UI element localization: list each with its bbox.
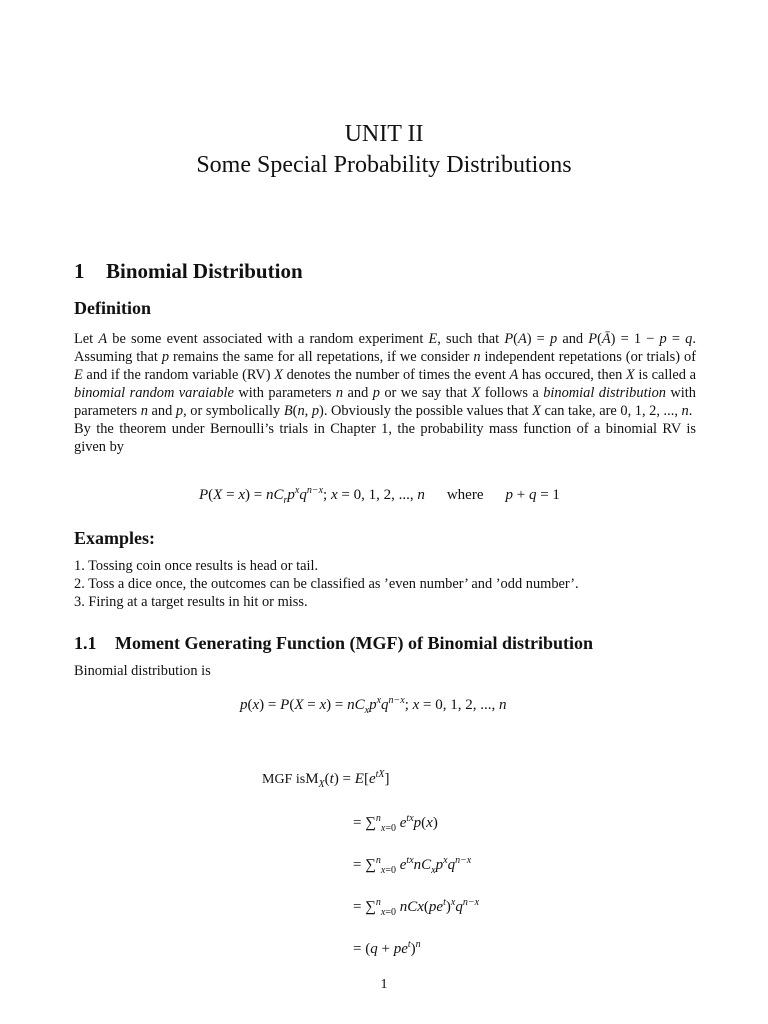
section-number: 1.1 — [74, 633, 97, 653]
binomial-pmf-equation-2: $p(x) = P(X = x) = nC_xp^xq^{n-x}$; x = 0, 1, 2, ..., n — [240, 695, 507, 716]
example-item: 1. Tossing coin once results is head or tail. — [74, 558, 319, 574]
section-1-heading — [74, 259, 303, 284]
document-title: Some Special Probability Distributions — [196, 152, 572, 178]
mgf-step-2: = ∑$^n_{x=0}$ $e^{tx}nC_xp^xq^{n-x}$ — [353, 855, 472, 876]
binomial-intro-text: Binomial distribution is — [74, 663, 211, 679]
mgf-definition — [262, 771, 390, 788]
mgf-step-1: = ∑$^n_{x=0}$ $e^{tx}p(x)$ — [353, 813, 438, 834]
definition-heading: Definition — [74, 298, 152, 318]
pq-condition: p + q = 1 — [505, 487, 560, 503]
where-word: where — [446, 487, 484, 503]
unit-title: UNIT II — [344, 121, 424, 147]
pmf-intro-text: By the theorem under Bernoulli’s trials in Chapter 1, the probability mass function of a binomial RV is given by — [74, 421, 696, 455]
definition-text: Let A be some event associated with a random experiment E, such that P(A) = p and P(Ā) = 1 − p = q. Assuming that p remains the same for all repetations, if we consider n independent repetations (or trials) of E and if the random variable (RV) X denotes the number of times the event A has occured, then X is called a binomial random varaiable with parameters n and p or we say that X follows a binomial distribution with parameters n and p, or symbolically B(n, p). Obviously the possible values that X can take, are 0, 1, 2, ..., n. — [74, 331, 696, 419]
section-1-1-heading — [74, 633, 593, 654]
section-number: 1 — [74, 259, 85, 283]
page-number: 1 — [380, 977, 388, 992]
definition-paragraph — [74, 330, 696, 456]
example-item: 3. Firing at a target results in hit or miss. — [74, 594, 308, 610]
section-title: Moment Generating Function (MGF) of Binomial distribution — [115, 633, 593, 653]
example-item: 2. Toss a dice once, the outcomes can be classified as ’even number’ and ’odd number’. — [74, 576, 579, 592]
examples-heading: Examples: — [74, 528, 155, 548]
mgf-label: MGF is — [262, 772, 306, 787]
binomial-pmf-equation — [199, 487, 560, 504]
section-title: Binomial Distribution — [106, 259, 303, 283]
mgf-step-3: = ∑$^n_{x=0}$ $nCx(pe^t)^xq^{n-x}$ — [353, 897, 480, 918]
mgf-formula: $M_X(t) = E[e^{tX}]$ — [305, 769, 390, 790]
mgf-step-4: = $(q + pe^t)^n$ — [353, 939, 421, 957]
pmf-formula: $P(X = x) = nC_rp^xq^{n-x}$; x = 0, 1, 2, ..., n — [199, 485, 425, 506]
